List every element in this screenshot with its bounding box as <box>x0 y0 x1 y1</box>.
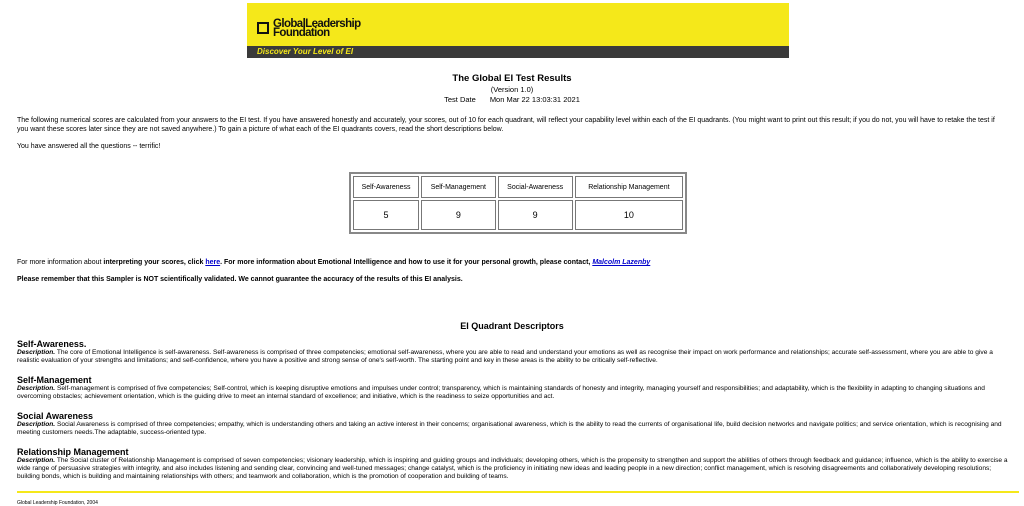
page-title: The Global EI Test Results <box>452 73 572 84</box>
descriptor-title-self-awareness: Self-Awareness. <box>17 339 87 349</box>
test-date-value: Mon Mar 22 13:03:31 2021 <box>489 95 580 104</box>
score-self-awareness: 5 <box>353 200 419 230</box>
more-info-bold-2: . For more information about Emotional Intelligence and how to use it for your personal growth, please contact, <box>220 259 593 266</box>
version: (Version 1.0) <box>490 85 534 94</box>
descriptor-title-social-awareness: Social Awareness <box>17 411 94 421</box>
score-relationship-management: 10 <box>575 200 683 230</box>
tagline-bar <box>247 46 789 58</box>
test-date-label: Test Date <box>444 95 476 104</box>
here-link[interactable]: here <box>205 259 221 266</box>
descriptor-text-self-management <box>17 385 1010 401</box>
logo-line-1: GlobalLeadership <box>273 18 361 30</box>
footer-copyright: Global Leadership Foundation, 2004 <box>17 500 98 506</box>
score-header-self-management: Self-Management <box>421 176 495 198</box>
answered-message: You have answered all the questions -- terrific! <box>17 143 161 150</box>
more-info-paragraph <box>17 259 1007 268</box>
scores-table <box>349 172 687 234</box>
description-label: Description. <box>17 457 56 464</box>
descriptor-title-self-management: Self-Management <box>17 375 92 385</box>
descriptor-title-relationship-management: Relationship Management <box>17 447 129 457</box>
score-header-self-awareness: Self-Awareness <box>353 176 419 198</box>
score-header-social-awareness: Social-Awareness <box>498 176 573 198</box>
intro-paragraph: The following numerical scores are calculated from your answers to the EI test. If you have answered honestly and accurately, your scores, out of 10 for each quadrant, will reflect your capability level within each of the EI quadrants. (You might want to print out this result; if you do not, you will have to retake the test if you want these scores later since they are not saved anywhere.) To gain a picture of what each of the EI quadrants covers, read the short descriptions below. <box>17 117 995 133</box>
more-info-text: For more information about <box>17 259 104 266</box>
results-header <box>0 73 1024 105</box>
score-self-management: 9 <box>421 200 495 230</box>
description-label: Description. <box>17 421 56 428</box>
score-header-relationship-management: Relationship Management <box>575 176 683 198</box>
header-banner <box>247 3 789 58</box>
descriptor-body: The core of Emotional Intelligence is self-awareness. Self-awareness is comprised of three competencies; emotional self-awareness, where you are able to read and understand your emotions as well as recognise their impact on work performance and relationships; accurate self-assessment, where you are able to give a realistic evaluation of your strengths and limitations; and self-confidence, where you have a positive and strong sense of one's self-worth. The starting point and key in these areas is the ability to be critically self-reflective. <box>17 349 993 364</box>
description-label: Description. <box>17 349 56 356</box>
descriptor-text-self-awareness <box>17 349 1010 365</box>
contact-link[interactable]: Malcolm Lazenby <box>592 259 651 266</box>
logo <box>273 20 361 38</box>
test-date <box>0 95 1024 105</box>
description-label: Description. <box>17 385 56 392</box>
descriptors-heading: EI Quadrant Descriptors <box>460 321 564 331</box>
descriptor-text-social-awareness <box>17 421 1010 437</box>
disclaimer: Please remember that this Sampler is NOT scientifically validated. We cannot guarantee the accuracy of the results of this EI analysis. <box>17 276 463 283</box>
score-social-awareness: 9 <box>498 200 573 230</box>
descriptor-body: Social Awareness is comprised of three competencies; empathy, which is understanding others and taking an active interest in their concerns; organisational awareness, which is the ability to read the currents of organisational life, build decision networks and navigate politics; and service orientation, which is recognising and meeting customers needs.The adaptable, success-oriented type. <box>17 421 1002 436</box>
more-info-bold-1: interpreting your scores, click <box>103 259 206 266</box>
descriptor-text-relationship-management <box>17 457 1010 481</box>
descriptor-body: Self-management is comprised of five competencies; Self-control, which is keeping disruptive emotions and impulses under control; transparency, which is maintaining standards of honesty and integrity, managing yourself and responsibilities; and adaptability, which is the flexibility in adapting to changing situations and overcoming obstacles; achievement orientation, which is the guiding drive to meet an internal standard of excellence; and initiative, which is the readiness to seize opportunities and act. <box>17 385 985 400</box>
logo-square-icon <box>257 22 269 34</box>
descriptor-body: The Social cluster of Relationship Management is comprised of seven competencies; visionary leadership, which is inspiring and guiding groups and individuals; developing others, which is the propensity to strengthen and support the abilities of others through feedback and guidance; influence, which is the ability to exercise a wide range of persuasive strategies with integrity, and also includes listening and sending clear, convincing and well-tuned messages; change catalyst, which is the proficiency in initiating new ideas and leading people in a new direction; conflict management, which is resolving disagreements and collaboratively developing resolutions; building bonds, which is building and maintaining relationships with others; and teamwork and collaboration, which is the promotion of cooperation and building of teams. <box>17 457 1008 480</box>
tagline: Discover Your Level of EI <box>257 47 354 56</box>
footer-divider <box>17 491 1019 493</box>
logo-line-2: Foundation <box>273 27 330 39</box>
